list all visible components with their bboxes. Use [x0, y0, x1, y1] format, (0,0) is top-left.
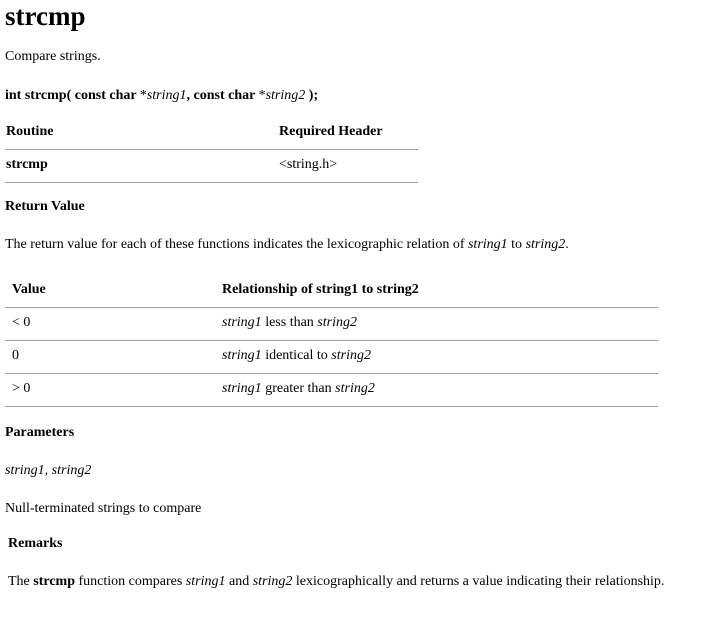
remarks-function-name: strcmp	[33, 574, 75, 589]
syntax-param1-star: *	[139, 88, 147, 103]
divider	[5, 340, 658, 341]
divider	[5, 149, 418, 150]
remarks-tail: lexicographically and returns a value indicating their relationship.	[295, 574, 665, 589]
remarks-the: The	[8, 574, 30, 589]
return-value-text	[5, 237, 569, 253]
value-table-value-cell: < 0	[12, 315, 31, 330]
relationship-string1: string1	[222, 381, 262, 396]
syntax-param2-name: string2	[265, 88, 306, 103]
divider	[5, 182, 418, 183]
syntax-return-type: int	[5, 88, 22, 103]
remarks-string2: string2	[252, 574, 293, 589]
return-value-heading: Return Value	[5, 199, 85, 214]
parameters-names: string1, string2	[5, 463, 92, 478]
remarks-heading: Remarks	[8, 536, 63, 551]
value-table-col-relationship: Relationship of string1 to string2	[222, 282, 419, 297]
remarks-and: and	[228, 574, 250, 589]
relationship-string2: string2	[335, 381, 375, 396]
header-table-col-routine: Routine	[6, 124, 54, 139]
syntax-param2-star: *	[258, 88, 266, 103]
relationship-text: identical to	[265, 348, 328, 363]
summary: Compare strings.	[5, 49, 101, 64]
relationship-string2: string2	[331, 348, 371, 363]
relationship-text: less than	[265, 315, 314, 330]
return-value-text-main: The return value for each of these functions indicates the lexicographic relation of	[5, 237, 465, 252]
syntax-close: );	[308, 88, 319, 103]
relationship-string2: string2	[317, 315, 357, 330]
return-value-period: .	[565, 237, 569, 252]
page-title: strcmp	[5, 1, 86, 31]
header-table-header-cell: <string.h>	[279, 157, 338, 172]
value-table-value-cell: > 0	[12, 381, 31, 396]
relationship-text: greater than	[265, 381, 332, 396]
syntax-function-name: strcmp(	[24, 88, 72, 103]
syntax-comma: ,	[186, 88, 191, 103]
syntax-line	[5, 88, 318, 104]
return-value-string1: string1	[467, 237, 508, 252]
divider	[5, 406, 658, 407]
parameters-description: Null-terminated strings to compare	[5, 501, 202, 516]
value-table-value-cell: 0	[12, 348, 19, 363]
divider	[5, 307, 658, 308]
relationship-string1: string1	[222, 348, 262, 363]
syntax-param1-name: string1	[146, 88, 187, 103]
syntax-param1-type: const char	[74, 88, 137, 103]
header-table-col-required-header: Required Header	[279, 124, 383, 139]
header-table-routine-cell: strcmp	[6, 157, 48, 172]
divider	[5, 373, 658, 374]
value-table-relationship-cell	[222, 381, 375, 397]
remarks-string1: string1	[185, 574, 226, 589]
syntax-param2-type: const char	[193, 88, 256, 103]
return-value-string2: string2	[525, 237, 566, 252]
value-table-relationship-cell	[222, 348, 371, 364]
value-table-relationship-cell	[222, 315, 357, 331]
remarks-text	[8, 574, 664, 590]
relationship-string1: string1	[222, 315, 262, 330]
value-table-col-value: Value	[12, 282, 46, 297]
remarks-mid: function compares	[78, 574, 183, 589]
return-value-to: to	[511, 237, 523, 252]
parameters-heading: Parameters	[5, 425, 75, 440]
